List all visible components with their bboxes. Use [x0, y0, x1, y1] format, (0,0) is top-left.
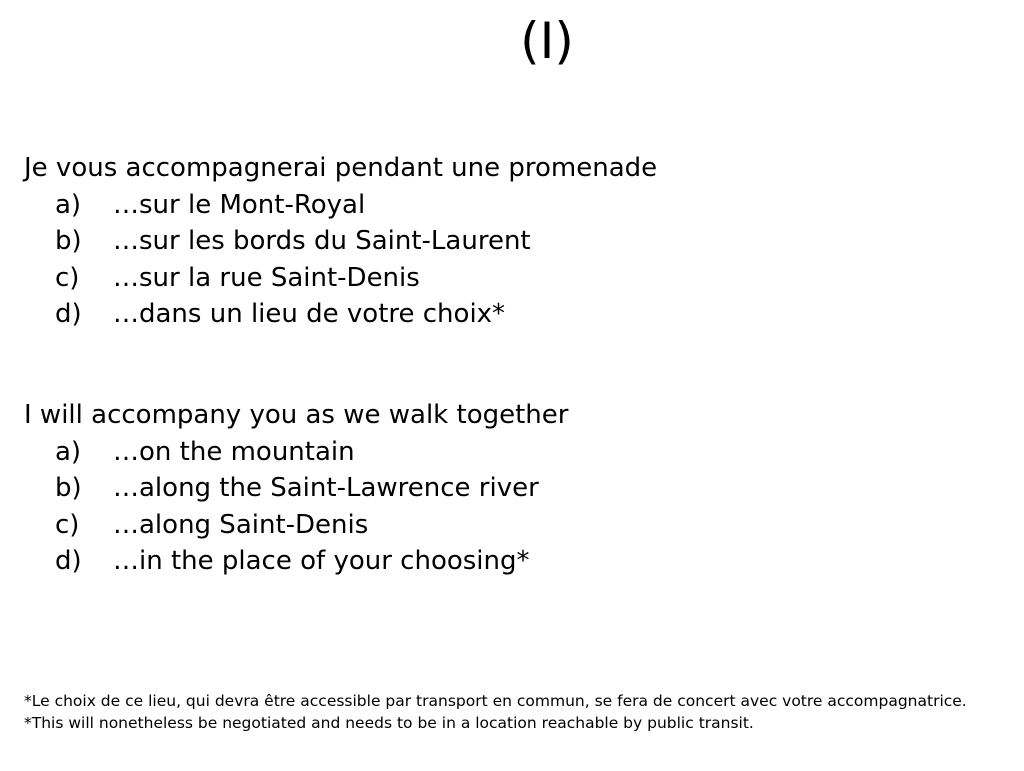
english-heading: I will accompany you as we walk together — [24, 400, 569, 430]
french-option-a — [24, 187, 657, 224]
french-option-b — [24, 223, 657, 260]
option-letter: b) — [55, 226, 82, 256]
option-letter: c) — [55, 262, 80, 293]
option-letter: b) — [55, 473, 82, 503]
french-heading: Je vous accompagnerai pendant une promenade — [24, 153, 658, 183]
french-section — [24, 150, 657, 333]
option-text: …sur la rue Saint-Denis — [113, 262, 420, 293]
option-text: …sur les bords du Saint-Laurent — [113, 226, 531, 256]
option-text: …along the Saint-Lawrence river — [113, 473, 539, 503]
option-text: …on the mountain — [113, 436, 355, 467]
french-option-d — [24, 296, 657, 333]
french-option-list — [24, 187, 657, 333]
option-text: …sur le Mont-Royal — [113, 189, 366, 220]
option-letter: d) — [55, 546, 82, 576]
option-text: …along Saint-Denis — [113, 509, 369, 540]
option-letter: a) — [55, 189, 82, 220]
english-option-c — [24, 507, 568, 544]
footnotes — [24, 690, 967, 734]
footnote-english: *This will nonetheless be negotiated and needs to be in a location reachable by public transit. — [24, 714, 754, 732]
french-option-c — [24, 260, 657, 297]
english-option-a — [24, 434, 568, 471]
option-letter: a) — [55, 436, 82, 467]
english-option-b — [24, 470, 568, 507]
english-option-d — [24, 543, 568, 580]
english-section — [24, 397, 568, 580]
option-letter: d) — [55, 299, 82, 329]
slide-title: (I) — [520, 12, 574, 70]
footnote-french: *Le choix de ce lieu, qui devra être accessible par transport en commun, se fera de concert avec votre accompagnatrice. — [24, 692, 967, 710]
option-text: …in the place of your choosing* — [113, 546, 530, 576]
english-option-list — [24, 434, 568, 580]
option-text: …dans un lieu de votre choix* — [113, 299, 506, 329]
option-letter: c) — [55, 509, 80, 540]
